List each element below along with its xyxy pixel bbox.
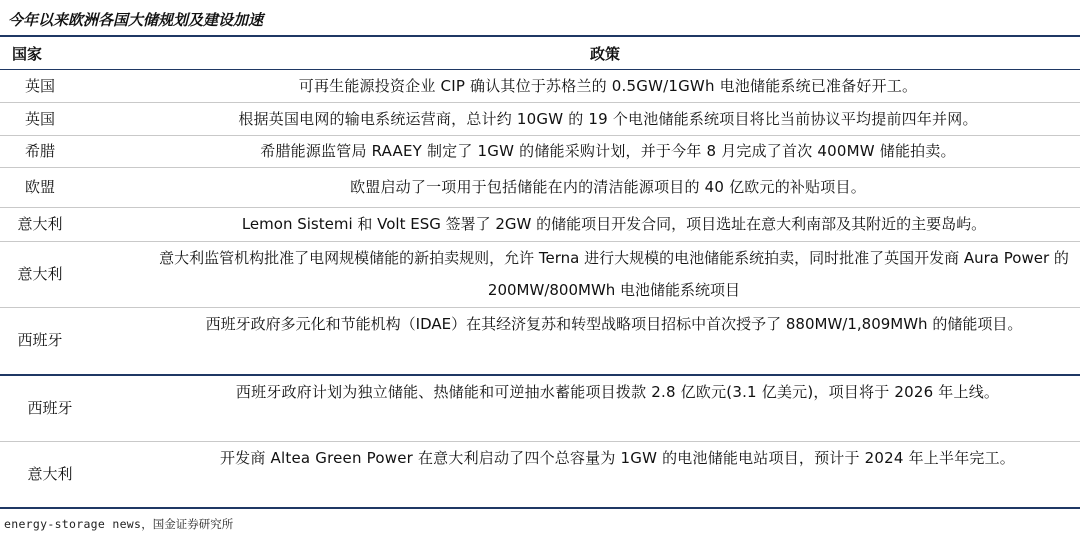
policy-cell: 开发商 Altea Green Power 在意大利启动了四个总容量为 1GW 的电池储能电站项目，预计于 2024 年上半年完工。: [219, 449, 1016, 467]
table-row: [0, 208, 1080, 242]
table-row: [0, 442, 1080, 507]
bottom-rule: [0, 507, 1080, 509]
source-suffix: ，国金证券研究所: [141, 517, 234, 531]
table-row: [0, 242, 1080, 308]
country-cell: 西班牙: [27, 399, 73, 417]
table-row: [0, 168, 1080, 208]
country-cell: 英国: [24, 110, 55, 128]
header-country: 国家: [12, 45, 43, 63]
table-row: [0, 376, 1080, 442]
country-cell: 意大利: [27, 465, 73, 483]
source-note: [4, 516, 233, 532]
source-prefix: energy-storage news: [4, 517, 142, 531]
header-policy: 政策: [590, 45, 621, 63]
table-row: [0, 308, 1080, 373]
policy-cell: 可再生能源投资企业 CIP 确认其位于苏格兰的 0.5GW/1GWh 电池储能系统已准备好开工。: [298, 77, 918, 95]
country-cell: 希腊: [24, 142, 55, 160]
table-row: [0, 136, 1080, 168]
policy-cell: Lemon Sistemi 和 Volt ESG 签署了 2GW 的储能项目开发合同，项目选址在意大利南部及其附近的主要岛屿。: [241, 215, 987, 233]
policy-cell: 西班牙政府计划为独立储能、热储能和可逆抽水蓄能项目拨款 2.8 亿欧元(3.1 亿美元)，项目将于 2026 年上线。: [235, 383, 1000, 401]
document-title: 今年以来欧洲各国大储规划及建设加速: [8, 11, 264, 29]
table-row: [0, 70, 1080, 103]
policy-cell: 根据英国电网的输电系统运营商，总计约 10GW 的 19 个电池储能系统项目将比当前协议平均提前四年并网。: [238, 110, 978, 128]
country-cell: 欧盟: [24, 178, 55, 196]
country-cell: 西班牙: [17, 331, 63, 349]
policy-cell: 欧盟启动了一项用于包括储能在内的清洁能源项目的 40 亿欧元的补贴项目。: [350, 178, 866, 196]
country-cell: 意大利: [17, 265, 63, 283]
country-cell: 英国: [24, 77, 55, 95]
country-cell: 意大利: [17, 215, 63, 233]
title-rule: [0, 35, 1080, 37]
policy-cell: 西班牙政府多元化和节能机构（IDAE）在其经济复苏和转型战略项目招标中首次授予了 880MW/1,809MWh 的储能项目。: [205, 315, 1023, 333]
policy-cell: 希腊能源监管局 RAAEY 制定了 1GW 的储能采购计划，并于今年 8 月完成了首次 400MW 储能拍卖。: [260, 142, 956, 160]
policy-cell: 意大利监管机构批准了电网规模储能的新拍卖规则，允许 Terna 进行大规模的电池储能系统拍卖，同时批准了英国开发商 Aura Power 的 200MW/800MWh 电池储能系统项目: [159, 249, 1069, 299]
table-row: [0, 103, 1080, 136]
